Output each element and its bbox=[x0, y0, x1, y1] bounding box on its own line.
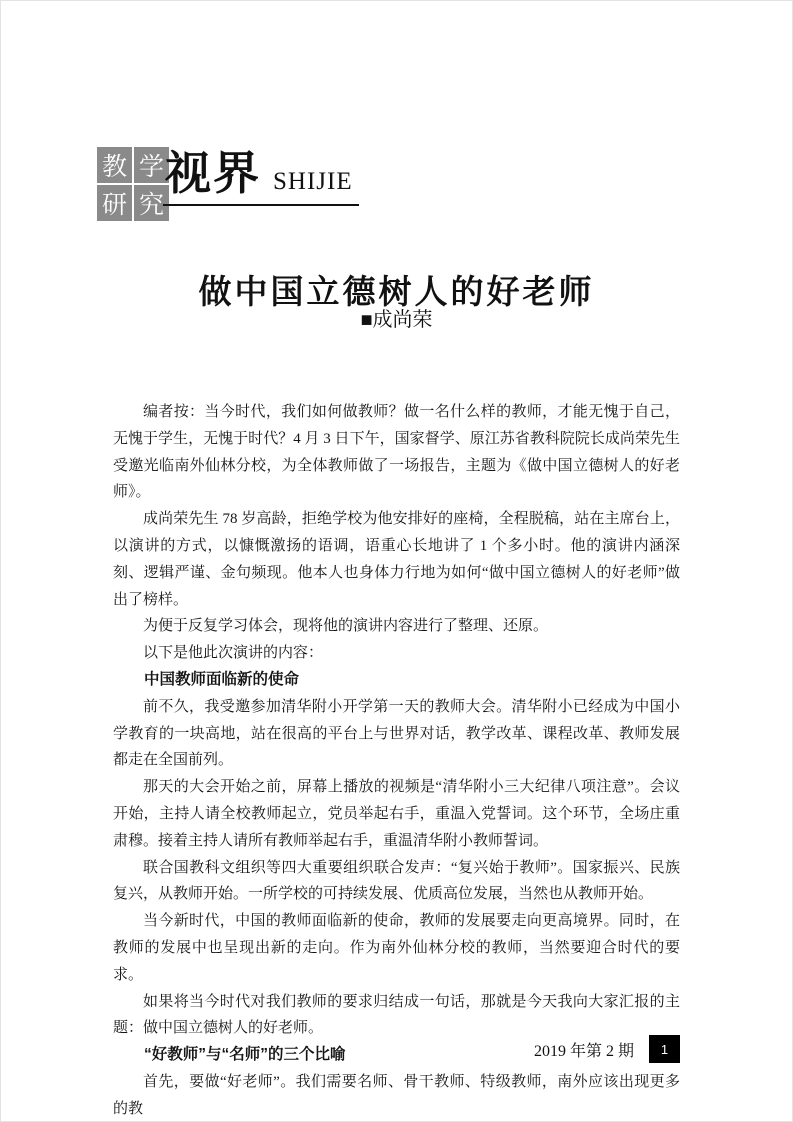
logo-cell: 教 bbox=[97, 147, 132, 183]
editor-note-paragraph: 编者按：当今时代，我们如何做教师？做一名什么样的教师，才能无愧于自己，无愧于学生，无愧于时代？4 月 3 日下午，国家督学、原江苏省教科院院长成尚荣先生受邀光临南外仙林分校，为全体教师做了一场报告，主题为《做中国立德树人的好老师》。 bbox=[113, 404, 680, 501]
section-heading: “好教师”与“名师”的三个比喻 bbox=[144, 1046, 346, 1064]
paragraph: 首先，要做“好老师”。我们需要名师、骨干教师、特级教师，南外应该出现更多的教 bbox=[113, 1073, 680, 1117]
masthead-chinese: 视界 bbox=[165, 148, 261, 199]
article-title: 做中国立德树人的好老师 bbox=[198, 275, 595, 312]
page-number-badge: 1 bbox=[649, 1035, 680, 1063]
article-body bbox=[113, 399, 680, 1122]
logo-cell: 究 bbox=[134, 185, 169, 221]
section-heading: 中国教师面临新的使命 bbox=[144, 670, 300, 688]
article-author: ■成尚荣 bbox=[360, 309, 433, 331]
paragraph: 成尚荣先生 78 岁高龄，拒绝学校为他安排好的座椅，全程脱稿，站在主席台上，以演讲的方式，以慷慨激扬的语调，语重心长地讲了 1 个多小时。他的演讲内涵深刻、逻辑严谨、金句频现。他本人也身体力行地为如何“做中国立德树人的好老师”做出了榜样。 bbox=[113, 511, 680, 608]
paragraph: 为便于反复学习体会，现将他的演讲内容进行了整理、还原。 bbox=[143, 618, 549, 635]
paragraph: 联合国教科文组织等四大重要组织联合发声：“复兴始于教师”。国家振兴、民族复兴，从教师开始。一所学校的可持续发展、优质高位发展，当然也从教师开始。 bbox=[113, 859, 680, 903]
logo-cell: 研 bbox=[97, 185, 132, 221]
masthead-pinyin: SHIJIE bbox=[273, 168, 353, 195]
issue-label: 2019 年第 2 期 bbox=[533, 1042, 634, 1060]
paragraph: 以下是他此次演讲的内容： bbox=[143, 645, 324, 662]
column-masthead bbox=[163, 150, 359, 206]
paragraph: 如果将当今时代对我们教师的要求归结成一句话，那就是今天我向大家汇报的主题：做中国立德树人的好老师。 bbox=[113, 993, 680, 1037]
page-footer bbox=[113, 1035, 680, 1063]
paragraph: 前不久，我受邀参加清华附小开学第一天的教师大会。清华附小已经成为中国小学教育的一块高地，站在很高的平台上与世界对话，教学改革、课程改革、教师发展都走在全国前列。 bbox=[113, 698, 680, 769]
paragraph: 当今新时代，中国的教师面临新的使命，教师的发展要走向更高境界。同时，在教师的发展中也呈现出新的走向。作为南外仙林分校的教师，当然要迎合时代的要求。 bbox=[113, 913, 680, 983]
paragraph: 那天的大会开始之前，屏幕上播放的视频是“清华附小三大纪律八项注意”。会议开始，主持人请全校教师起立，党员举起右手，重温入党誓词。这个环节，全场庄重肃穆。接着主持人请所有教师举起右手，重温清华附小教师誓词。 bbox=[113, 779, 680, 849]
logo-cell: 学 bbox=[134, 147, 169, 183]
journal-logo bbox=[97, 147, 169, 219]
